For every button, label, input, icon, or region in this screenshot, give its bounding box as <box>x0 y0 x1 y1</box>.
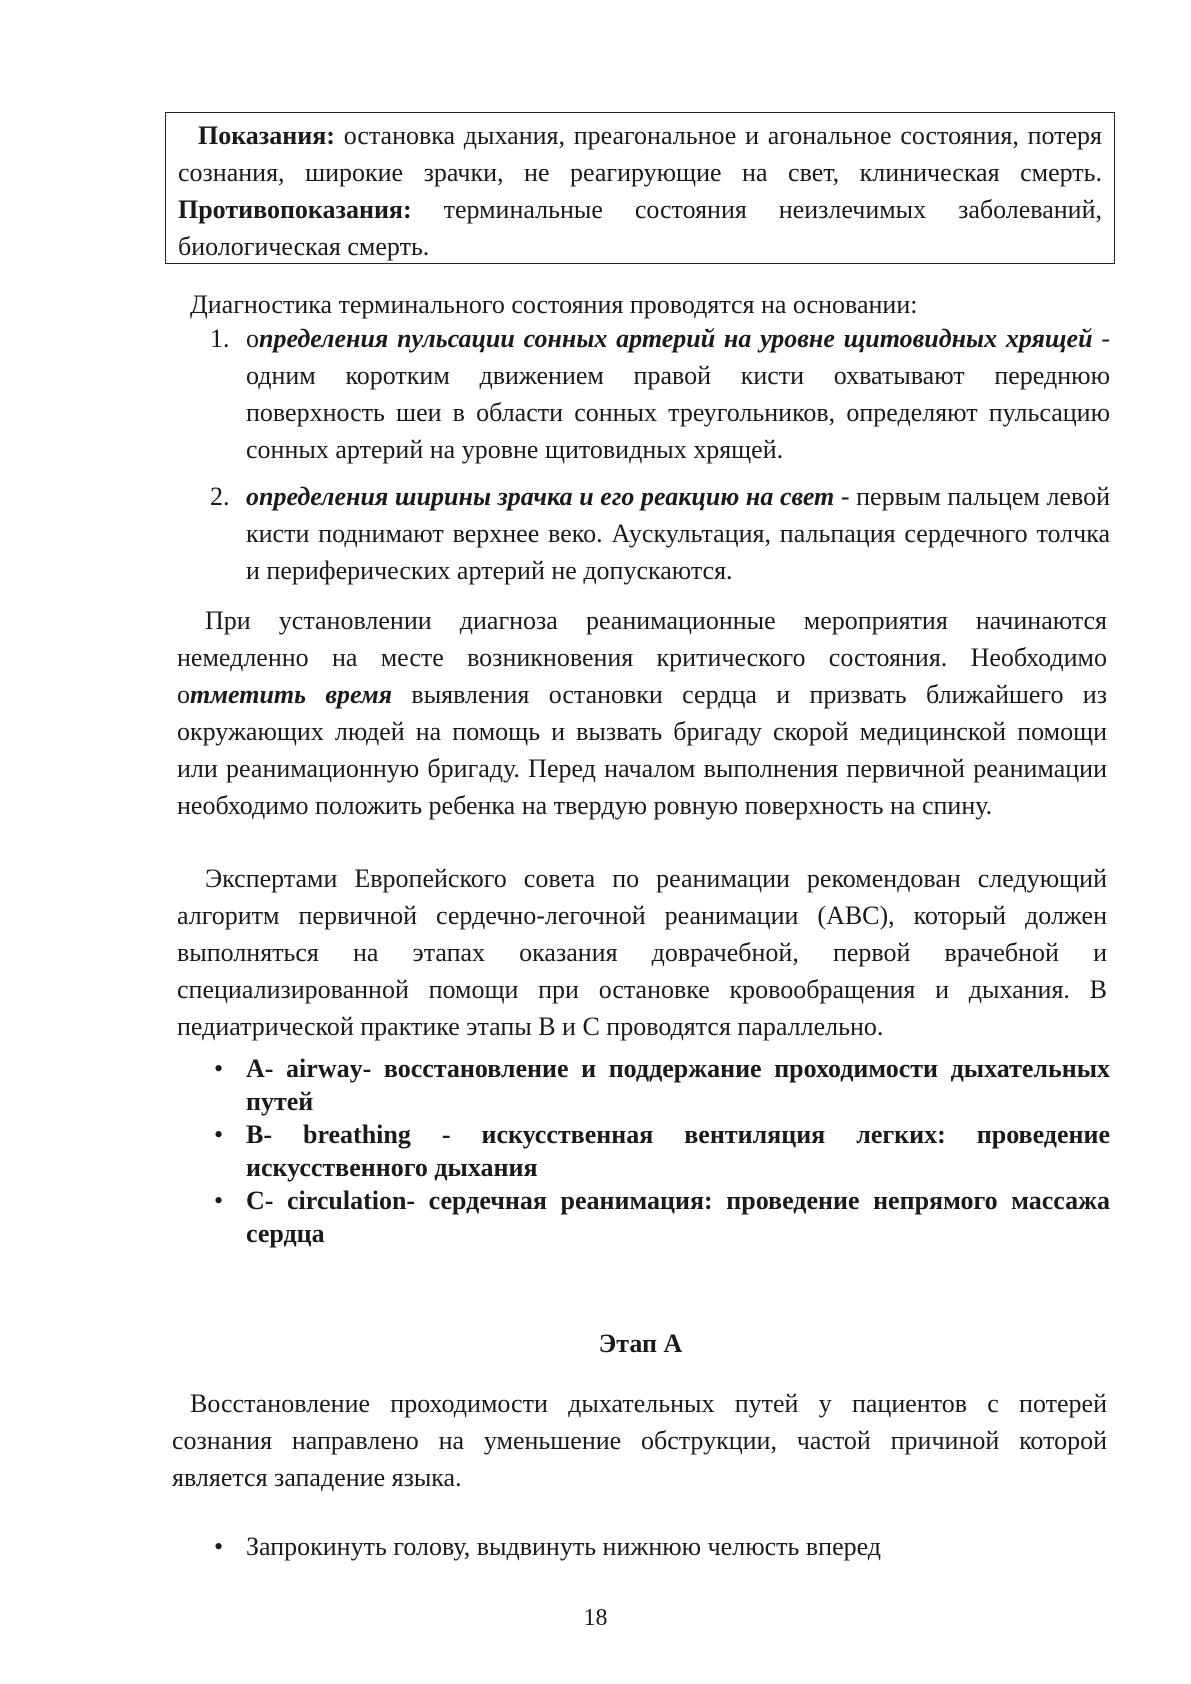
contraindications-label: Противопоказания: <box>178 195 412 224</box>
numbered-item-2: 2. определения ширины зрачка и его реакцию на свет - первым пальцем левой кисти поднимают верхнее веко. Аускультация, пальпация сердечного толчка и периферических артерий не допускаются. <box>210 478 1110 589</box>
bullet-icon: • <box>214 1054 224 1083</box>
indications-box <box>165 112 1115 264</box>
numbered-list-2 <box>210 478 1110 589</box>
emphasis: определения ширины зрачка и его реакцию на свет <box>246 482 835 511</box>
numbered-item-1: 1. определения пульсации сонных артерий на уровне щитовидных хрящей - одним коротким движением правой кисти охватывают переднюю поверхность шеи в области сонных треугольников, определяют пульсацию сонных артерий на уровне щитовидных хрящей. <box>210 320 1110 468</box>
indications-label: Показания: <box>198 121 335 150</box>
page-number: 18 <box>583 1605 608 1631</box>
indications-text: Показания: остановка дыхания, преагональное и агональное состояния, потеря сознания, широкие зрачки, не реагирующие на свет, клиническая смерть. Противопоказания: терминальные состояния неизлечимых заболеваний, биологическая смерть. <box>178 121 1102 261</box>
item-number: 2. <box>210 482 230 511</box>
abc-item-airway: • A- airway- восстановление и поддержание проходимости дыхательных путей <box>214 1054 1110 1116</box>
bullet-icon: • <box>214 1120 224 1149</box>
diagnostics-intro: Диагностика терминального состояния проводятся на основании: <box>190 290 918 319</box>
bullet-icon: • <box>214 1186 224 1215</box>
airway-action-item: • Запрокинуть голову, выдвинуть нижнюю челюсть вперед <box>214 1532 882 1561</box>
emphasis: пределения пульсации сонных артерий на уровне щитовидных хрящей <box>259 324 1093 353</box>
emphasis-time: тметить время <box>190 680 393 709</box>
stage-a-title: Этап А <box>598 1329 683 1358</box>
abc-item-circulation: • C- circulation- сердечная реанимация: проведение непрямого массажа сердца <box>214 1186 1110 1248</box>
paragraph-resuscitation-start: При установлении диагноза реанимационные мероприятия начинаются немедленно на месте возникновения критического состояния. Необходимо отметить время выявления остановки сердца и призвать ближайшего из окружающих людей на помощь и вызвать бригаду скорой медицинской помощи или реанимационную бригаду. Перед началом выполнения первичной реанимации необходимо положить ребенка на твердую ровную поверхность на спину. <box>177 606 1107 820</box>
numbered-list <box>210 320 1110 468</box>
paragraph-european-council: Экспертами Европейского совета по реанимации рекомендован следующий алгоритм первичной сердечно-легочной реанимации (АВС), который должен выполняться на этапах оказания доврачебной, первой врачебной и специализированной помощи при остановке кровообращения и дыхания. В педиатрической практике этапы В и С проводятся параллельно. <box>177 864 1107 1041</box>
airway-actions-list <box>210 1530 1110 1563</box>
item-number: 1. <box>210 324 230 353</box>
bullet-icon: • <box>214 1532 224 1561</box>
abc-list <box>210 1052 1110 1250</box>
abc-item-breathing: • B- breathing - искусственная вентиляция легких: проведение искусственного дыхания <box>214 1120 1110 1182</box>
paragraph-airway: Восстановление проходимости дыхательных путей у пациентов с потерей сознания направлено на уменьшение обструкции, частой причиной которой является западение языка. <box>172 1389 1107 1492</box>
